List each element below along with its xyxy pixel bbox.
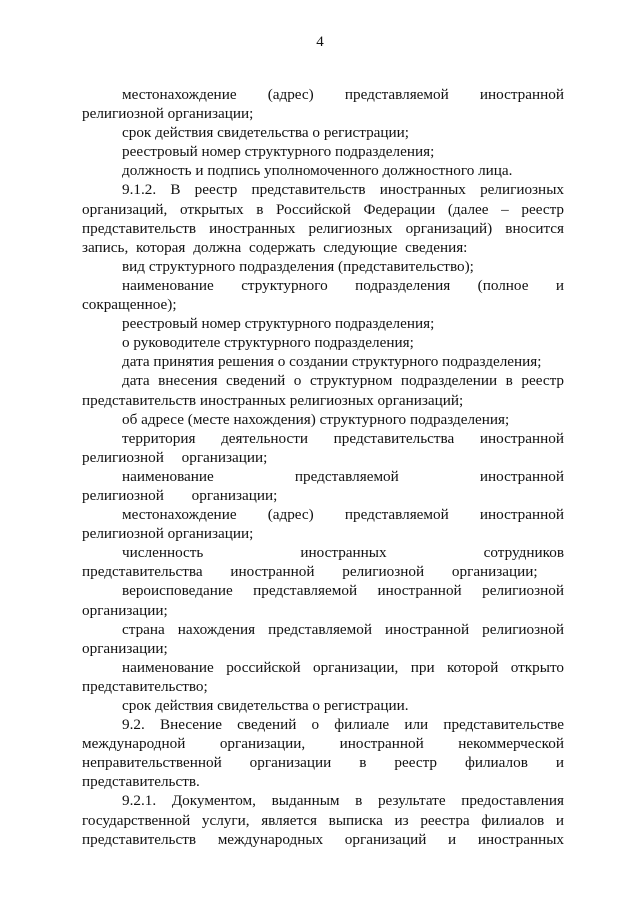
paragraph: наименование структурного подразделения (полное и сокращенное); xyxy=(82,276,564,314)
paragraph: должность и подпись уполномоченного должностного лица. xyxy=(122,162,513,180)
paragraph: вероисповедание представляемой иностранной религиозной организации; xyxy=(82,582,564,619)
paragraph: реестровый номер структурного подразделения; xyxy=(122,315,435,333)
paragraph: наименование российской организации, при которой открыто представительство; xyxy=(82,658,564,695)
paragraph: реестровый номер структурного подразделения; xyxy=(122,143,435,161)
paragraph: 9.2.1. Документом, выданным в результате предоставления государственной услуги, является выписка из реестра филиалов и представительств международных организаций и иностранных xyxy=(82,792,564,848)
paragraph: срок действия свидетельства о регистрации; xyxy=(122,124,410,142)
paragraph: местонахождение (адрес) представляемой иностранной религиозной организации; xyxy=(82,506,564,543)
document-body xyxy=(82,85,564,849)
paragraph: 9.2. Внесение сведений о филиале или представительстве международной организации, иностранной некоммерческой неправительственной организации в реестр филиалов и представительств. xyxy=(82,716,564,791)
paragraph: дата принятия решения о создании структурного подразделения; xyxy=(122,353,542,371)
paragraph: численность иностранных сотрудников представительства иностранной религиозной организации; xyxy=(82,544,564,581)
paragraph: страна нахождения представляемой иностранной религиозной организации; xyxy=(82,620,564,657)
paragraph: вид структурного подразделения (представительство); xyxy=(122,257,474,275)
page-number: 4 xyxy=(316,34,324,50)
paragraph: местонахождение (адрес) представляемой иностранной религиозной организации; xyxy=(82,86,564,123)
paragraph: о руководителе структурного подразделения; xyxy=(122,334,414,352)
paragraph: срок действия свидетельства о регистрации. xyxy=(122,697,409,714)
paragraph: 9.1.2. В реестр представительств иностранных религиозных организаций, открытых в Российской Федерации (далее – реестр представительств иностранных религиозных организаций) вносится запись, которая должна содержать следующие сведения: xyxy=(82,181,564,256)
paragraph: территория деятельности представительства иностранной религиозной организации; xyxy=(82,429,564,466)
paragraph: об адресе (месте нахождения) структурного подразделения; xyxy=(122,410,510,428)
paragraph: дата внесения сведений о структурном подразделении в реестр представительств иностранных религиозных организаций; xyxy=(82,372,564,409)
paragraph: наименование представляемой иностранной религиозной организации; xyxy=(82,467,564,504)
